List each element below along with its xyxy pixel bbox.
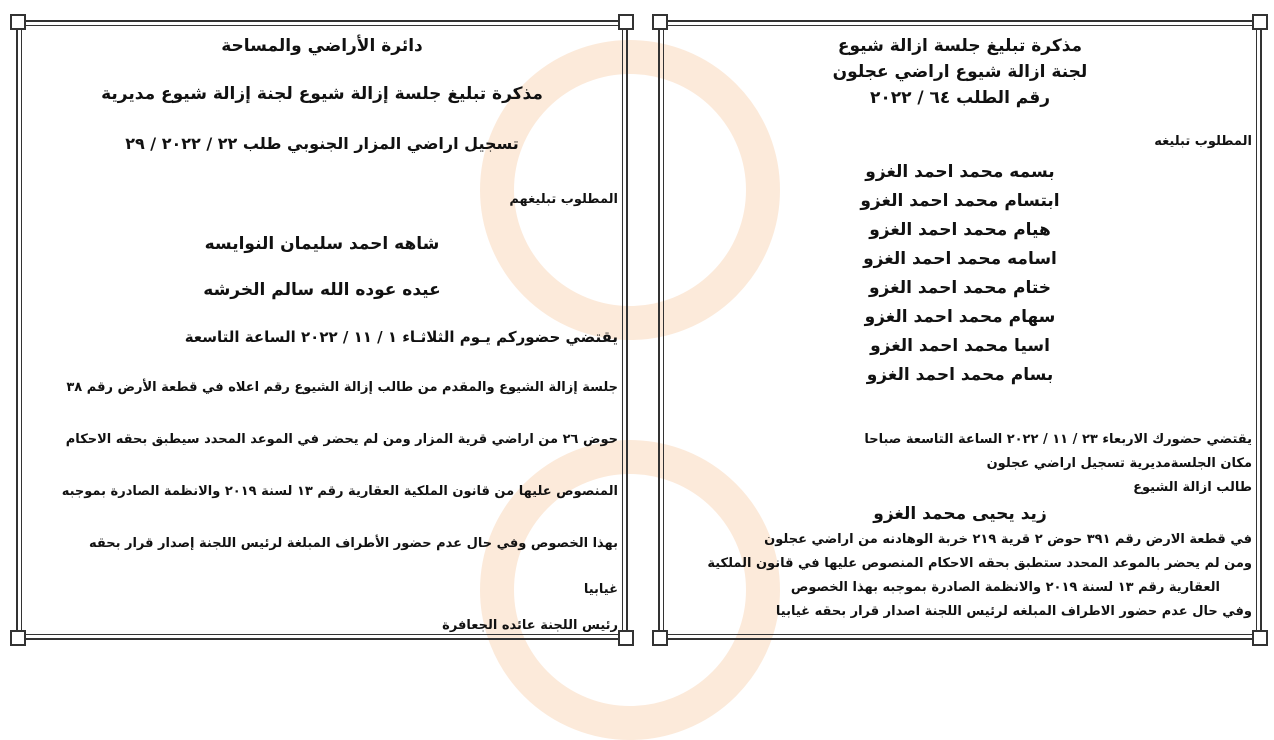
to-notify-label: المطلوب تبليغه — [1154, 134, 1252, 149]
frame-corner-ornament — [1252, 14, 1268, 30]
notice-title: مذكرة تبليغ جلسة إزالة شيوع لجنة إزالة شيوع مديرية — [101, 84, 543, 104]
notice-subtitle: تسجيل اراضي المزار الجنوبي طلب ٢٢ / ٢٠٢٢ / ٢٩ — [125, 134, 519, 153]
list-item: ابتسام محمد احمد الغزو — [860, 191, 1060, 211]
list-item: سهام محمد احمد الغزو — [864, 307, 1056, 327]
body-line: العقارية رقم ١٣ لسنة ٢٠١٩ والانظمة الصادرة بموجبه بهذا الخصوص — [790, 580, 1220, 595]
frame-corner-ornament — [10, 630, 26, 646]
to-notify-label: المطلوب تبليغهم — [509, 192, 618, 207]
body-line: جلسة إزالة الشيوع والمقدم من طالب إزالة الشيوع رقم اعلاه في قطعة الأرض رقم ٣٨ — [66, 380, 618, 395]
request-number: رقم الطلب ٦٤ / ٢٠٢٢ — [869, 88, 1051, 108]
location-line: مكان الجلسةمديرية تسجيل اراضي عجلون — [986, 456, 1252, 471]
notice-document-mazar — [16, 20, 628, 640]
notice-document-ajloun — [658, 20, 1262, 640]
frame-corner-ornament — [652, 630, 668, 646]
frame-corner-ornament — [618, 14, 634, 30]
applicant-label: طالب ازالة الشيوع — [1133, 480, 1252, 495]
body-line: ومن لم يحضر بالموعد المحدد ستطبق بحقه الاحكام المنصوص عليها في قانون الملكية — [707, 556, 1252, 571]
body-line: حوض ٢٦ من اراضي قرية المزار ومن لم يحضر في الموعد المحدد سيطبق بحقه الاحكام — [65, 432, 618, 447]
applicant-name: زيد يحيى محمد الغزو — [873, 504, 1047, 524]
list-item: عيده عوده الله سالم الخرشه — [203, 280, 441, 300]
list-item: بسام محمد احمد الغزو — [866, 365, 1054, 385]
body-line: المنصوص عليها من قانون الملكية العقارية رقم ١٣ لسنة ٢٠١٩ والانظمة الصادرة بموجبه — [61, 484, 618, 499]
attendance-line: يقتضي حضوركم يـوم الثلاثـاء ١ / ١١ / ٢٠٢٢ الساعة التاسعة — [184, 328, 618, 346]
list-item: اسامه محمد احمد الغزو — [863, 249, 1057, 269]
body-line: غيابيا — [583, 582, 618, 597]
body-line: وفي حال عدم حضور الاطراف المبلغه لرئيس اللجنة اصدار قرار بحقه غيابيا — [775, 604, 1252, 619]
frame-corner-ornament — [618, 630, 634, 646]
list-item: اسيا محمد احمد الغزو — [870, 336, 1050, 356]
list-item: شاهه احمد سليمان النوايسه — [204, 234, 440, 254]
body-line: في قطعة الارض رقم ٣٩١ حوض ٢ قرية ٢١٩ خربة الوهادنه من اراضي عجلون — [764, 532, 1252, 547]
list-item: هيام محمد احمد الغزو — [869, 220, 1051, 240]
list-item: ختام محمد احمد الغزو — [868, 278, 1052, 298]
body-line: بهذا الخصوص وفي حال عدم حضور الأطراف المبلغة لرئيس اللجنة إصدار قرار بحقه — [88, 536, 618, 551]
frame-corner-ornament — [652, 14, 668, 30]
frame-corner-ornament — [1252, 630, 1268, 646]
department-name: دائرة الأراضي والمساحة — [221, 36, 423, 56]
list-item: بسمه محمد احمد الغزو — [865, 162, 1055, 182]
committee-title: لجنة ازالة شيوع اراضي عجلون — [832, 62, 1088, 82]
notice-title: مذكرة تبليغ جلسة ازالة شيوع — [837, 36, 1083, 56]
frame-corner-ornament — [10, 14, 26, 30]
attendance-line: يقتضي حضورك الاربعاء ٢٣ / ١١ / ٢٠٢٢ الساعة التاسعة صباحا — [864, 432, 1252, 447]
signature-line: رئيس اللجنة عائده الجعافرة — [442, 618, 618, 633]
